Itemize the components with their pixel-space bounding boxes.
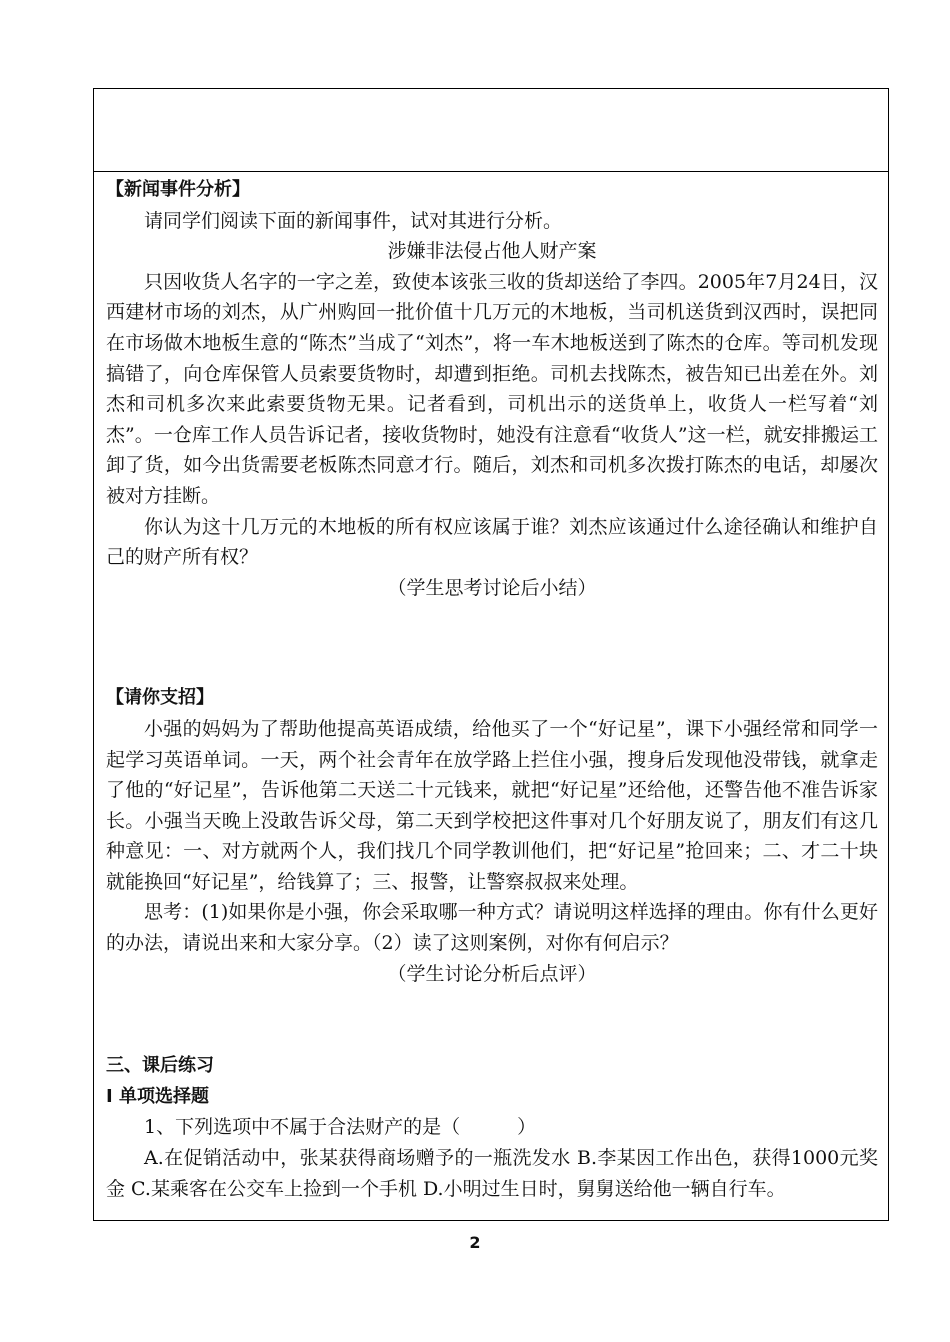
case-title: 涉嫌非法侵占他人财产案: [387, 240, 597, 263]
exercise-heading: 三、课后练习: [106, 1055, 214, 1077]
news-paragraph: 只因收货人名字的一字之差，致使本该张三收的货却送给了李四。2005年7月24日，汉西建材市场的刘杰，从广州购回一批价值十几万元的木地板，当司机送货到汉西时，误把同在市场做木地板生意的“陈杰”当成了“刘杰”，将一车木地板送到了陈杰的仓库。等司机发现搞错了，向仓库保管人员索要货物时，却遭到拒绝。司机去找陈杰，被告知已出差在外。刘杰和司机多次来此索要货物无果。记者看到，司机出示的送货单上，收货人一栏写着“刘杰”。一仓库工作人员告诉记者，接收货物时，她没有注意看“收货人”这一栏，就安排搬运工卸了货，如今出货需要老板陈杰同意才行。随后，刘杰和司机多次拨打陈杰的电话，却屡次被对方挂断。: [106, 270, 878, 507]
exercise-question: 1、下列选项中不属于合法财产的是（ ）: [144, 1116, 537, 1139]
page-number: 2: [469, 1233, 481, 1252]
advice-question: 思考：(1)如果你是小强，你会采取哪一种方式？请说明这样选择的理由。你有什么更好的办法，请说出来和大家分享。（2）读了这则案例，对你有何启示？: [106, 901, 878, 955]
news-note: （学生思考讨论后小结）: [387, 576, 597, 599]
exercise-options: A.在促销活动中，张某获得商场赠予的一瓶洗发水 B.李某因工作出色，获得1000元奖金 C.某乘客在公交车上捡到一个手机 D.小明过生日时，舅舅送给他一辆自行车。: [106, 1147, 878, 1200]
news-intro: 请同学们阅读下面的新闻事件，试对其进行分析。: [144, 209, 563, 232]
table-cell-content: [106, 175, 878, 1204]
advice-note: （学生讨论分析后点评）: [387, 962, 597, 985]
empty-table-row: [94, 89, 888, 172]
advice-heading: 【请你支招】: [106, 687, 214, 709]
news-analysis-heading: 【新闻事件分析】: [106, 179, 250, 200]
exercise-subheading: Ⅰ 单项选择题: [106, 1085, 209, 1107]
document-table: [93, 88, 889, 1221]
advice-paragraph: 小强的妈妈为了帮助他提高英语成绩，给他买了一个“好记星”，课下小强经常和同学一起学习英语单词。一天，两个社会青年在放学路上拦住小强，搜身后发现他没带钱，就拿走了他的“好记星”，告诉他第二天送二十元钱来，就把“好记星”还给他，还警告他不准告诉家长。小强当天晚上没敢告诉父母，第二天到学校把这件事对几个好朋友说了，朋友们有这几种意见：一、对方就两个人，我们找几个同学教训他们，把“好记星”抢回来；二、才二十块就能换回“好记星”，给钱算了；三、报警，让警察叔叔来处理。: [106, 717, 878, 893]
blank-space: [106, 989, 878, 1051]
blank-space: [106, 603, 878, 683]
news-question: 你认为这十几万元的木地板的所有权应该属于谁？刘杰应该通过什么途径确认和维护自己的财产所有权？: [106, 515, 878, 569]
